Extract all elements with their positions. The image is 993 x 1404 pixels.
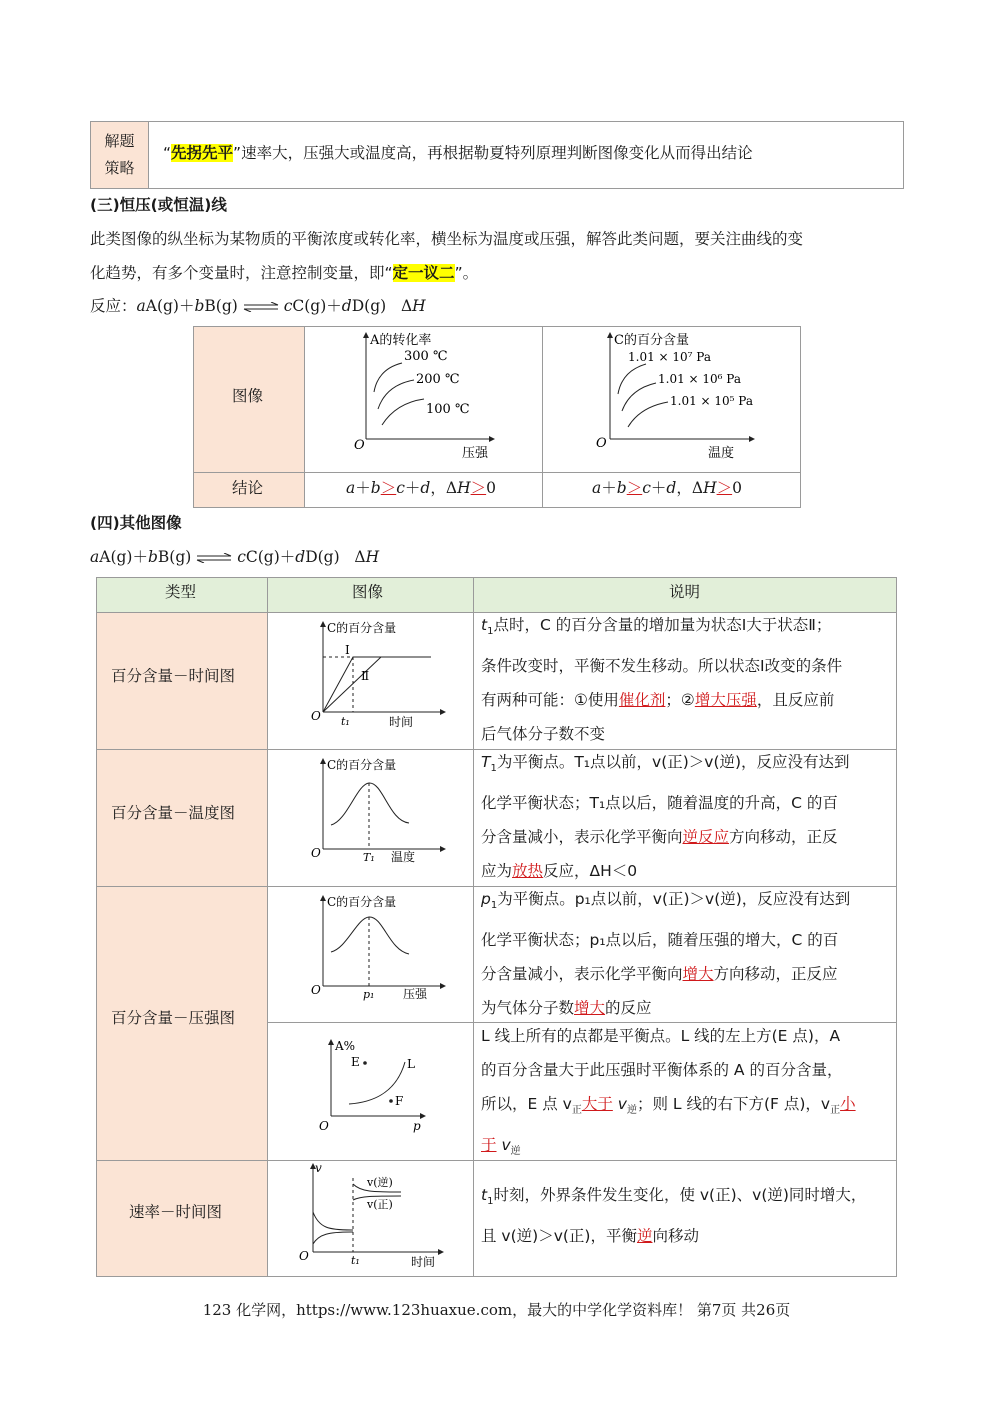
row1-type: 百分含量－时间图: [111, 667, 236, 685]
graph-c-content: [574, 327, 794, 467]
svg-text:O: O: [319, 1119, 329, 1133]
equilibrium-arrow-icon: [196, 553, 232, 563]
svg-text:1.01 × 10⁷ Pa: 1.01 × 10⁷ Pa: [628, 350, 711, 364]
svg-text:t₁: t₁: [351, 1254, 360, 1267]
svg-text:p₁: p₁: [363, 988, 375, 1001]
svg-text:压强: 压强: [403, 987, 428, 1001]
svg-text:L: L: [407, 1057, 415, 1071]
svg-text:t₁: t₁: [341, 715, 350, 728]
svg-text:1.01 × 10⁵ Pa: 1.01 × 10⁵ Pa: [670, 394, 753, 408]
svg-text:1.01 × 10⁶ Pa: 1.01 × 10⁶ Pa: [658, 372, 741, 386]
svg-text:E: E: [351, 1055, 360, 1069]
conclusion-a: a＋b＞c＋d，ΔH＞0: [346, 479, 496, 497]
row3-type: 百分含量－压强图: [111, 1009, 236, 1027]
header-graph: 图像: [352, 583, 384, 601]
svg-text:200 ℃: 200 ℃: [416, 372, 460, 387]
strategy-text: “先拐先平”速率大，压强大或温度高，再根据勒夏特列原理判断图像变化从而得出结论: [163, 144, 753, 162]
equilibrium-arrow-icon: [243, 302, 279, 312]
row2-desc: $T_1$为平衡点。T₁点以前，v(正)＞v(逆)，反应没有达到 化学平衡状态；T₁点以后，随着温度的升高，C 的百 分含量减小，表示化学平衡向逆反应方向移动，正反 应为放热反应，ΔH＜0: [481, 753, 850, 881]
row-label-conclusion: 结论: [232, 479, 264, 497]
svg-text:O: O: [354, 438, 365, 453]
row1-desc: $t_1$点时，C 的百分含量的增加量为状态Ⅰ大于状态Ⅱ； 条件改变时，平衡不发生移动。所以状态Ⅰ改变的条件 有两种可能：①使用催化剂；②增大压强，且反应前 后气体分子数不变: [481, 616, 843, 744]
svg-text:O: O: [311, 983, 321, 997]
isobar-table: [193, 326, 801, 508]
page-footer: 123 化学网，https://www.123huaxue.com，最大的中学化学资料库！ 第7页 共26页: [202, 1301, 791, 1319]
svg-text:O: O: [596, 436, 607, 451]
strategy-label: 解题 策略: [91, 122, 149, 188]
header-desc: 说明: [669, 583, 701, 601]
other-graphs-table: [96, 577, 897, 1277]
svg-text:C的百分含量: C的百分含量: [327, 621, 397, 635]
graph-a-percent-pressure: [297, 1026, 467, 1156]
highlight-text: 先拐先平: [171, 144, 234, 162]
graph-content-temperature: [297, 751, 467, 881]
svg-text:时间: 时间: [389, 715, 414, 729]
graph-content-pressure: [297, 888, 467, 1018]
svg-text:C的百分含量: C的百分含量: [327, 895, 397, 909]
svg-text:C的百分含量: C的百分含量: [327, 758, 397, 772]
section3-para-line2: 化趋势，有多个变量时，注意控制变量，即“定一议二”。: [90, 264, 479, 282]
svg-text:v(正): v(正): [367, 1198, 393, 1211]
graph-content-time: [297, 614, 467, 744]
svg-text:p: p: [413, 1119, 421, 1133]
svg-text:O: O: [311, 846, 321, 860]
svg-text:A的转化率: A的转化率: [370, 333, 432, 348]
row2-type: 百分含量－温度图: [111, 804, 236, 822]
row4-desc: $t_1$时刻，外界条件发生变化，使 v(正)、v(逆)同时增大， 且 v(逆)＞v(正)，平衡逆向移动: [481, 1186, 867, 1246]
svg-text:时间: 时间: [411, 1255, 436, 1269]
type-column: [97, 612, 267, 1276]
svg-text:O: O: [299, 1249, 309, 1263]
reaction-equation-1: 反应：aA(g)＋bB(g) cC(g)＋dD(g) ΔH: [90, 297, 426, 315]
row3-desc: $p_1$为平衡点。p₁点以前，v(正)＞v(逆)，反应没有达到 化学平衡状态；p₁点以后，随着压强的增大，C 的百 分含量减小，表示化学平衡向增大方向移动，正反应 为气体分子数增大的反应: [481, 890, 851, 1018]
svg-text:T₁: T₁: [363, 851, 375, 864]
svg-text:C的百分含量: C的百分含量: [614, 333, 689, 348]
svg-text:温度: 温度: [391, 850, 416, 864]
svg-text:F: F: [395, 1094, 404, 1108]
svg-text:100 ℃: 100 ℃: [426, 402, 470, 417]
graph-a-conversion: [334, 327, 534, 467]
svg-text:300 ℃: 300 ℃: [404, 349, 448, 364]
section3-heading: (三)恒压(或恒温)线: [90, 196, 227, 214]
reaction-equation-2: aA(g)＋bB(g) cC(g)＋dD(g) ΔH: [90, 548, 380, 566]
row-label-graph: 图像: [232, 387, 264, 405]
svg-text:v(逆): v(逆): [367, 1176, 393, 1189]
svg-text:A%: A%: [335, 1039, 356, 1053]
header-type: 类型: [165, 583, 197, 601]
svg-text:温度: 温度: [708, 446, 735, 461]
section3-para-line1: 此类图像的纵坐标为某物质的平衡浓度或转化率，横坐标为温度或压强，解答此类问题，要关注曲线的变: [90, 230, 804, 248]
row4-type: 速率－时间图: [129, 1203, 223, 1221]
svg-text:Ⅱ: Ⅱ: [361, 669, 370, 683]
svg-text:Ⅰ: Ⅰ: [345, 643, 350, 657]
svg-text:v: v: [315, 1162, 322, 1175]
graph-rate-time: [293, 1162, 469, 1276]
table2-header-row: [97, 578, 896, 612]
section4-heading: (四)其他图像: [90, 514, 182, 532]
conclusion-c: a＋b＞c＋d，ΔH＞0: [592, 479, 742, 497]
svg-text:压强: 压强: [462, 446, 489, 461]
svg-text:O: O: [311, 709, 321, 723]
row3b-desc: L 线上所有的点都是平衡点。L 线的左上方(E 点)，A 的百分含量大于此压强时平衡体系的 A 的百分含量， 所以，E 点 $v_正$大于 $v_逆$；则 L 线的右下方(F 点)，$v_正$小 于 $v_逆$: [481, 1027, 856, 1158]
strategy-box: [90, 121, 904, 189]
